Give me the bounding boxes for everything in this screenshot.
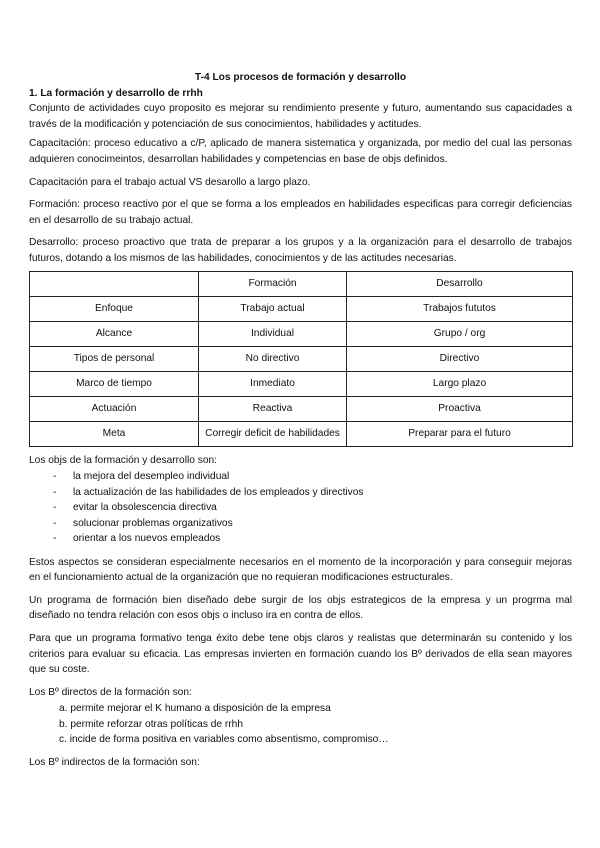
- table-header-cell: [30, 271, 199, 296]
- table-cell: Meta: [30, 421, 199, 446]
- list-item: [29, 469, 572, 485]
- table-cell: Actuación: [30, 396, 199, 421]
- table-cell: No directivo: [199, 346, 347, 371]
- table-header-cell: Desarrollo: [347, 271, 573, 296]
- paragraph: Capacitación para el trabajo actual VS desarollo a largo plazo.: [29, 176, 311, 188]
- table-row: [30, 296, 573, 321]
- table-cell: Alcance: [30, 321, 199, 346]
- table-cell: Individual: [199, 321, 347, 346]
- document-page: [29, 70, 572, 770]
- table-row: [30, 346, 573, 371]
- list-item-text: orientar a los nuevos empleados: [73, 533, 221, 545]
- paragraph: Estos aspectos se consideran especialmente necesarios en el momento de la incorporación y para conseguir mejoras en el funcionamiento actual de la organización que no requieran modificaciones estructurales.: [29, 556, 572, 584]
- table-cell: Enfoque: [30, 296, 199, 321]
- table-header-row: [30, 271, 573, 296]
- table-cell: Tipos de personal: [30, 346, 199, 371]
- direct-benefits-intro: Los Bº directos de la formación son:: [29, 686, 192, 698]
- table-cell: Preparar para el futuro: [347, 421, 573, 446]
- direct-benefits-list: [29, 701, 572, 748]
- table-cell: Corregir deficit de habilidades: [199, 421, 347, 446]
- paragraph: Formación: proceso reactivo por el que se forma a los empleados en habilidades especificas para corregir deficiencias en el desarrollo de su trabajo actual.: [29, 199, 572, 226]
- table-cell: Trabajos fututos: [347, 296, 573, 321]
- list-item-text: solucionar problemas organizativos: [73, 517, 233, 529]
- table-cell: Marco de tiempo: [30, 371, 199, 396]
- table-cell: Proactiva: [347, 396, 573, 421]
- list-item: c. incide de forma positiva en variables como absentismo, compromiso…: [59, 734, 389, 746]
- table-row: [30, 421, 573, 446]
- list-item: [29, 485, 572, 501]
- dash-bullet: -: [53, 471, 57, 483]
- paragraph: Conjunto de actividades cuyo proposito es mejorar su rendimiento presente y futuro, aumentando sus capacidades a través de la modificación y potenciación de sus conocimientos, habilidades y actitudes.: [29, 103, 572, 130]
- dash-bullet: -: [53, 486, 57, 498]
- list-item-text: la mejora del desempleo individual: [73, 471, 230, 483]
- table-row: [30, 396, 573, 421]
- table-row: [30, 321, 573, 346]
- table-cell: Inmediato: [199, 371, 347, 396]
- list-item: b. permite reforzar otras políticas de rrhh: [59, 718, 244, 730]
- list-item-text: la actualización de las habilidades de los empleados y directivos: [73, 486, 364, 498]
- table-cell: Reactiva: [199, 396, 347, 421]
- list-item: [29, 531, 572, 547]
- dash-bullet: -: [53, 517, 57, 529]
- objs-list: [29, 469, 572, 547]
- list-item: [29, 516, 572, 532]
- list-item: a. permite mejorar el K humano a disposición de la empresa: [59, 703, 331, 715]
- list-item-text: evitar la obsolescencia directiva: [73, 502, 217, 514]
- list-item: [29, 500, 572, 516]
- paragraph: Un programa de formación bien diseñado debe surgir de los objs estrategicos de la empresa y un progrma mal diseñado no tendra relación con esos objs o incluso ira en contra de ellos.: [29, 594, 572, 622]
- dash-bullet: -: [53, 533, 57, 545]
- dash-bullet: -: [53, 502, 57, 514]
- indirect-benefits-intro: Los Bº indirectos de la formación son:: [29, 756, 200, 768]
- table-header-cell: Formación: [199, 271, 347, 296]
- table-cell: Grupo / org: [347, 321, 573, 346]
- table-cell: Trabajo actual: [199, 296, 347, 321]
- paragraph: Capacitación: proceso educativo a c/P, aplicado de manera sistematica y organizada, por medio del cual las personas adquieren conocimeintos, desarrollan habilidades y competencias en base de objs definidos.: [29, 138, 572, 165]
- document-title: T-4 Los procesos de formación y desarrollo: [194, 72, 407, 83]
- objs-intro: Los objs de la formación y desarrollo son:: [29, 454, 218, 466]
- table-row: [30, 371, 573, 396]
- paragraph: Para que un programa formativo tenga éxito debe tene objs claros y realistas que determinarán su contenido y los criterios para evaluar su eficacia. Las empresas invierten en formación cuando los Bº derivados de ella sean mayores que su coste.: [29, 633, 572, 676]
- comparison-table: [29, 271, 573, 447]
- table-cell: Directivo: [347, 346, 573, 371]
- section-heading: 1. La formación y desarrollo de rrhh: [29, 87, 203, 99]
- table-cell: Largo plazo: [347, 371, 573, 396]
- paragraph: Desarrollo: proceso proactivo que trata de preparar a los grupos y a la organización para el desarrollo de trabajos futuros, dotando a los mismos de las habilidades, conocimientos y de las actitudes necesarias.: [29, 237, 572, 264]
